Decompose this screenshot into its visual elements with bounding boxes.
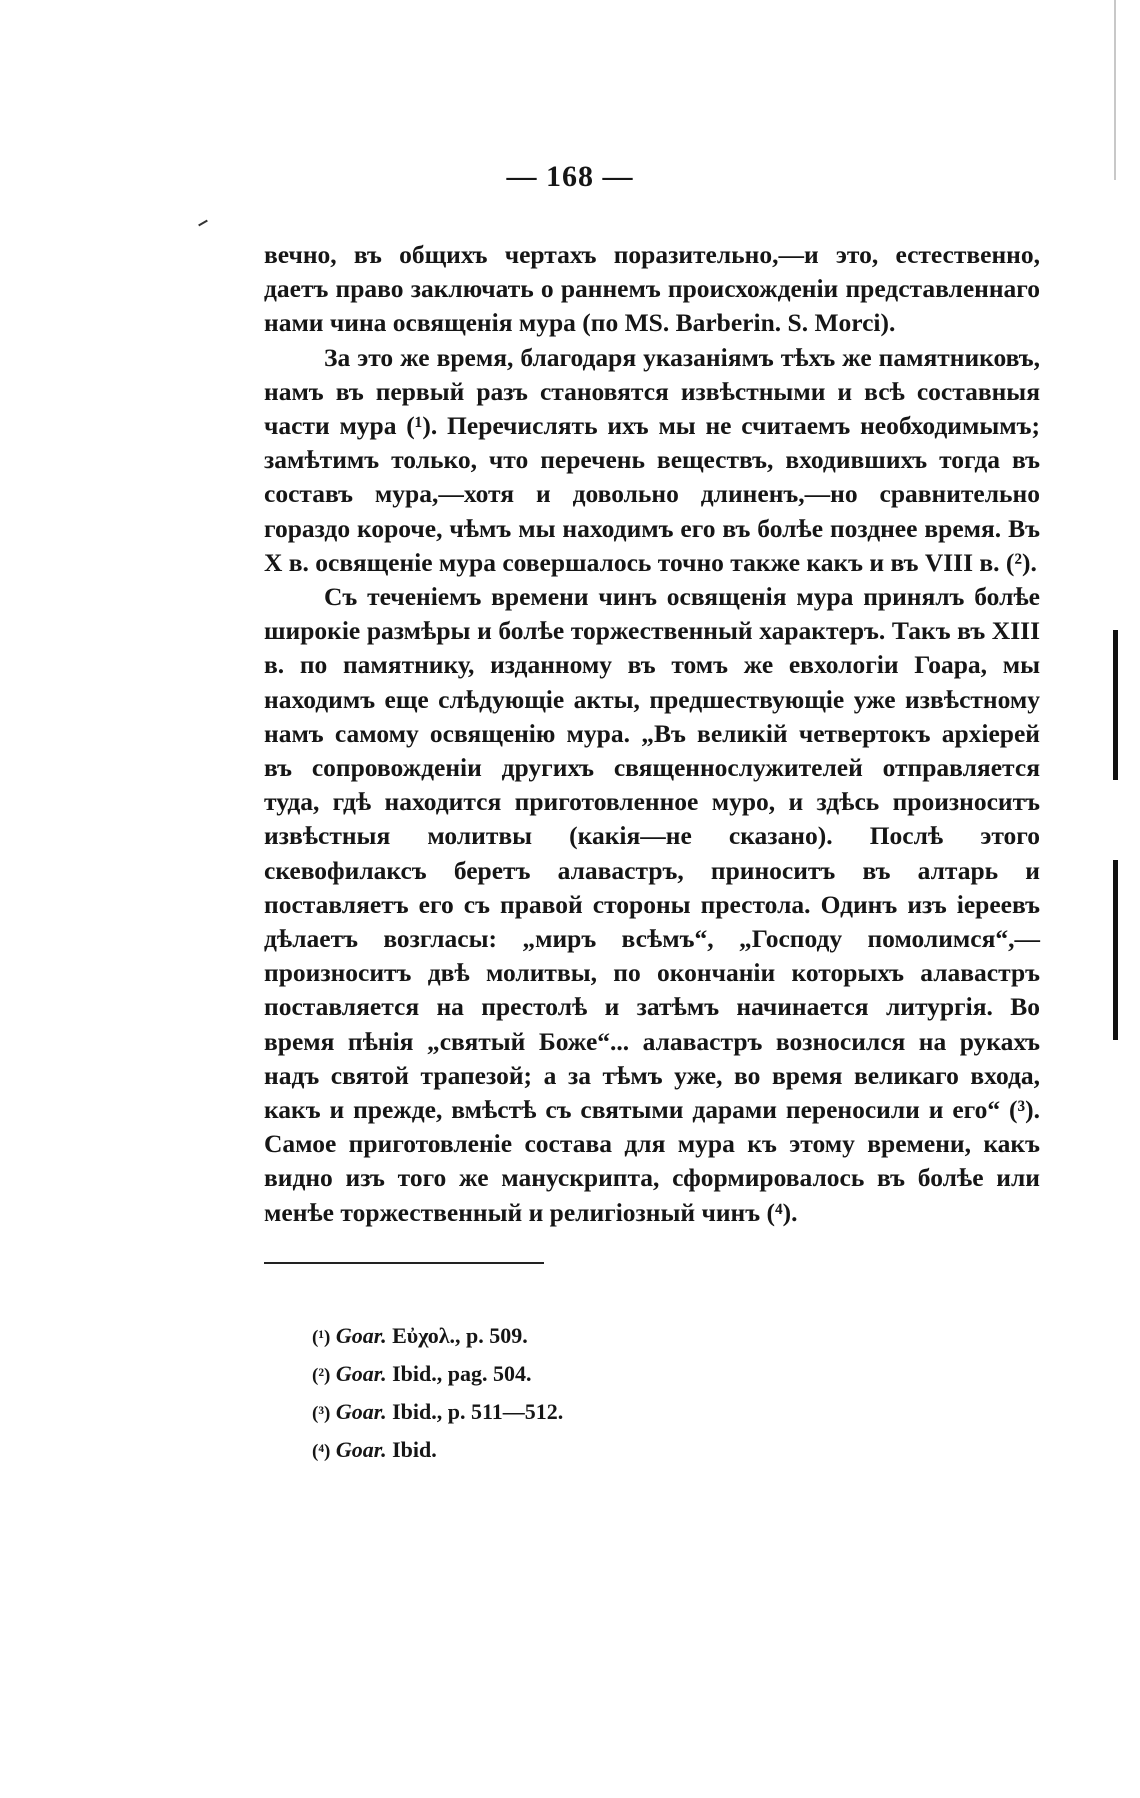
footnote-author: Goar. bbox=[335, 1399, 387, 1424]
footnote-author: Goar. bbox=[335, 1323, 387, 1348]
footnote bbox=[312, 1432, 912, 1470]
scan-edge-line bbox=[1114, 0, 1116, 180]
paragraph: вечно, въ общихъ чертахъ поразительно,—и это, естественно, даетъ право заключать о раннемъ происхожденіи представленнаго нами чина освященія мура (по MS. Barberin. S. Morci). bbox=[264, 240, 1040, 338]
scan-edge-mark bbox=[1113, 630, 1118, 780]
paragraph: За это же время, благодаря указаніямъ тѣхъ же памятниковъ, намъ въ первый разъ становятся извѣстными и всѣ составныя части мура (¹). Перечислять ихъ мы не считаемъ необходимымъ; замѣтимъ только, что перечень веществъ, входившихъ тогда въ составъ мура,—хотя и довольно длиненъ,—но сравнительно гораздо короче, чѣмъ мы находимъ его въ болѣе позднее время. Въ X в. освященіе мура совершалось точно также какъ и въ VIII в. (²). bbox=[264, 342, 1040, 577]
footnote-mark: (¹) bbox=[312, 1327, 331, 1348]
footnote bbox=[312, 1356, 912, 1394]
scan-edge-mark bbox=[1113, 860, 1118, 1040]
footnote bbox=[312, 1394, 912, 1432]
footnote-reference: Εὐχολ., p. 509. bbox=[392, 1323, 528, 1348]
footnote-reference: Ibid. bbox=[392, 1437, 437, 1462]
page-number: — 168 — bbox=[506, 160, 634, 193]
footnote-reference: Ibid., p. 511—512. bbox=[392, 1399, 564, 1424]
stray-scan-mark bbox=[198, 220, 208, 227]
footnote-separator bbox=[264, 1262, 544, 1264]
footnote-reference: Ibid., pag. 504. bbox=[392, 1361, 532, 1386]
footnote-mark: (²) bbox=[312, 1365, 331, 1386]
footnote-author: Goar. bbox=[335, 1437, 387, 1462]
footnote-author: Goar. bbox=[335, 1361, 387, 1386]
paragraph: Съ теченіемъ времени чинъ освященія мура принялъ болѣе широкіе размѣры и болѣе торжественный характеръ. Такъ въ XIII в. по памятнику, изданному въ томъ же евхологіи Гоара, мы находимъ еще слѣдующіе акты, предшествующіе уже извѣстному намъ самому освященію мура. „Въ великій четвертокъ архіерей въ сопровожденіи другихъ священнослужителей отправляется туда, гдѣ находится приготовленное муро, и здѣсь произноситъ извѣстныя молитвы (какія—не сказано). Послѣ этого скевофилаксъ беретъ алавастръ, приноситъ въ алтарь и поставляетъ его съ правой стороны престола. Одинъ изъ іереевъ дѣлаетъ возгласы: „миръ всѣмъ“, „Господу помолимся“,—произноситъ двѣ молитвы, по окончаніи которыхъ алавастръ поставляется на престолѣ и затѣмъ начинается литургія. Во время пѣнія „святый Боже“... алавастръ возносился на рукахъ надъ святой трапезой; а за тѣмъ уже, во время великаго входа, какъ и прежде, вмѣстѣ съ святыми дарами переносили и его“ (³). Самое приготовленіе состава для мура къ этому времени, какъ видно изъ того же манускрипта, сформировалось въ болѣе или менѣе торжественный и религіозный чинъ (⁴). bbox=[264, 582, 1040, 1227]
footnote bbox=[312, 1318, 912, 1356]
footnotes bbox=[312, 1318, 912, 1470]
footnote-mark: (³) bbox=[312, 1403, 331, 1424]
main-text bbox=[264, 238, 1040, 1230]
footnote-mark: (⁴) bbox=[312, 1441, 331, 1462]
